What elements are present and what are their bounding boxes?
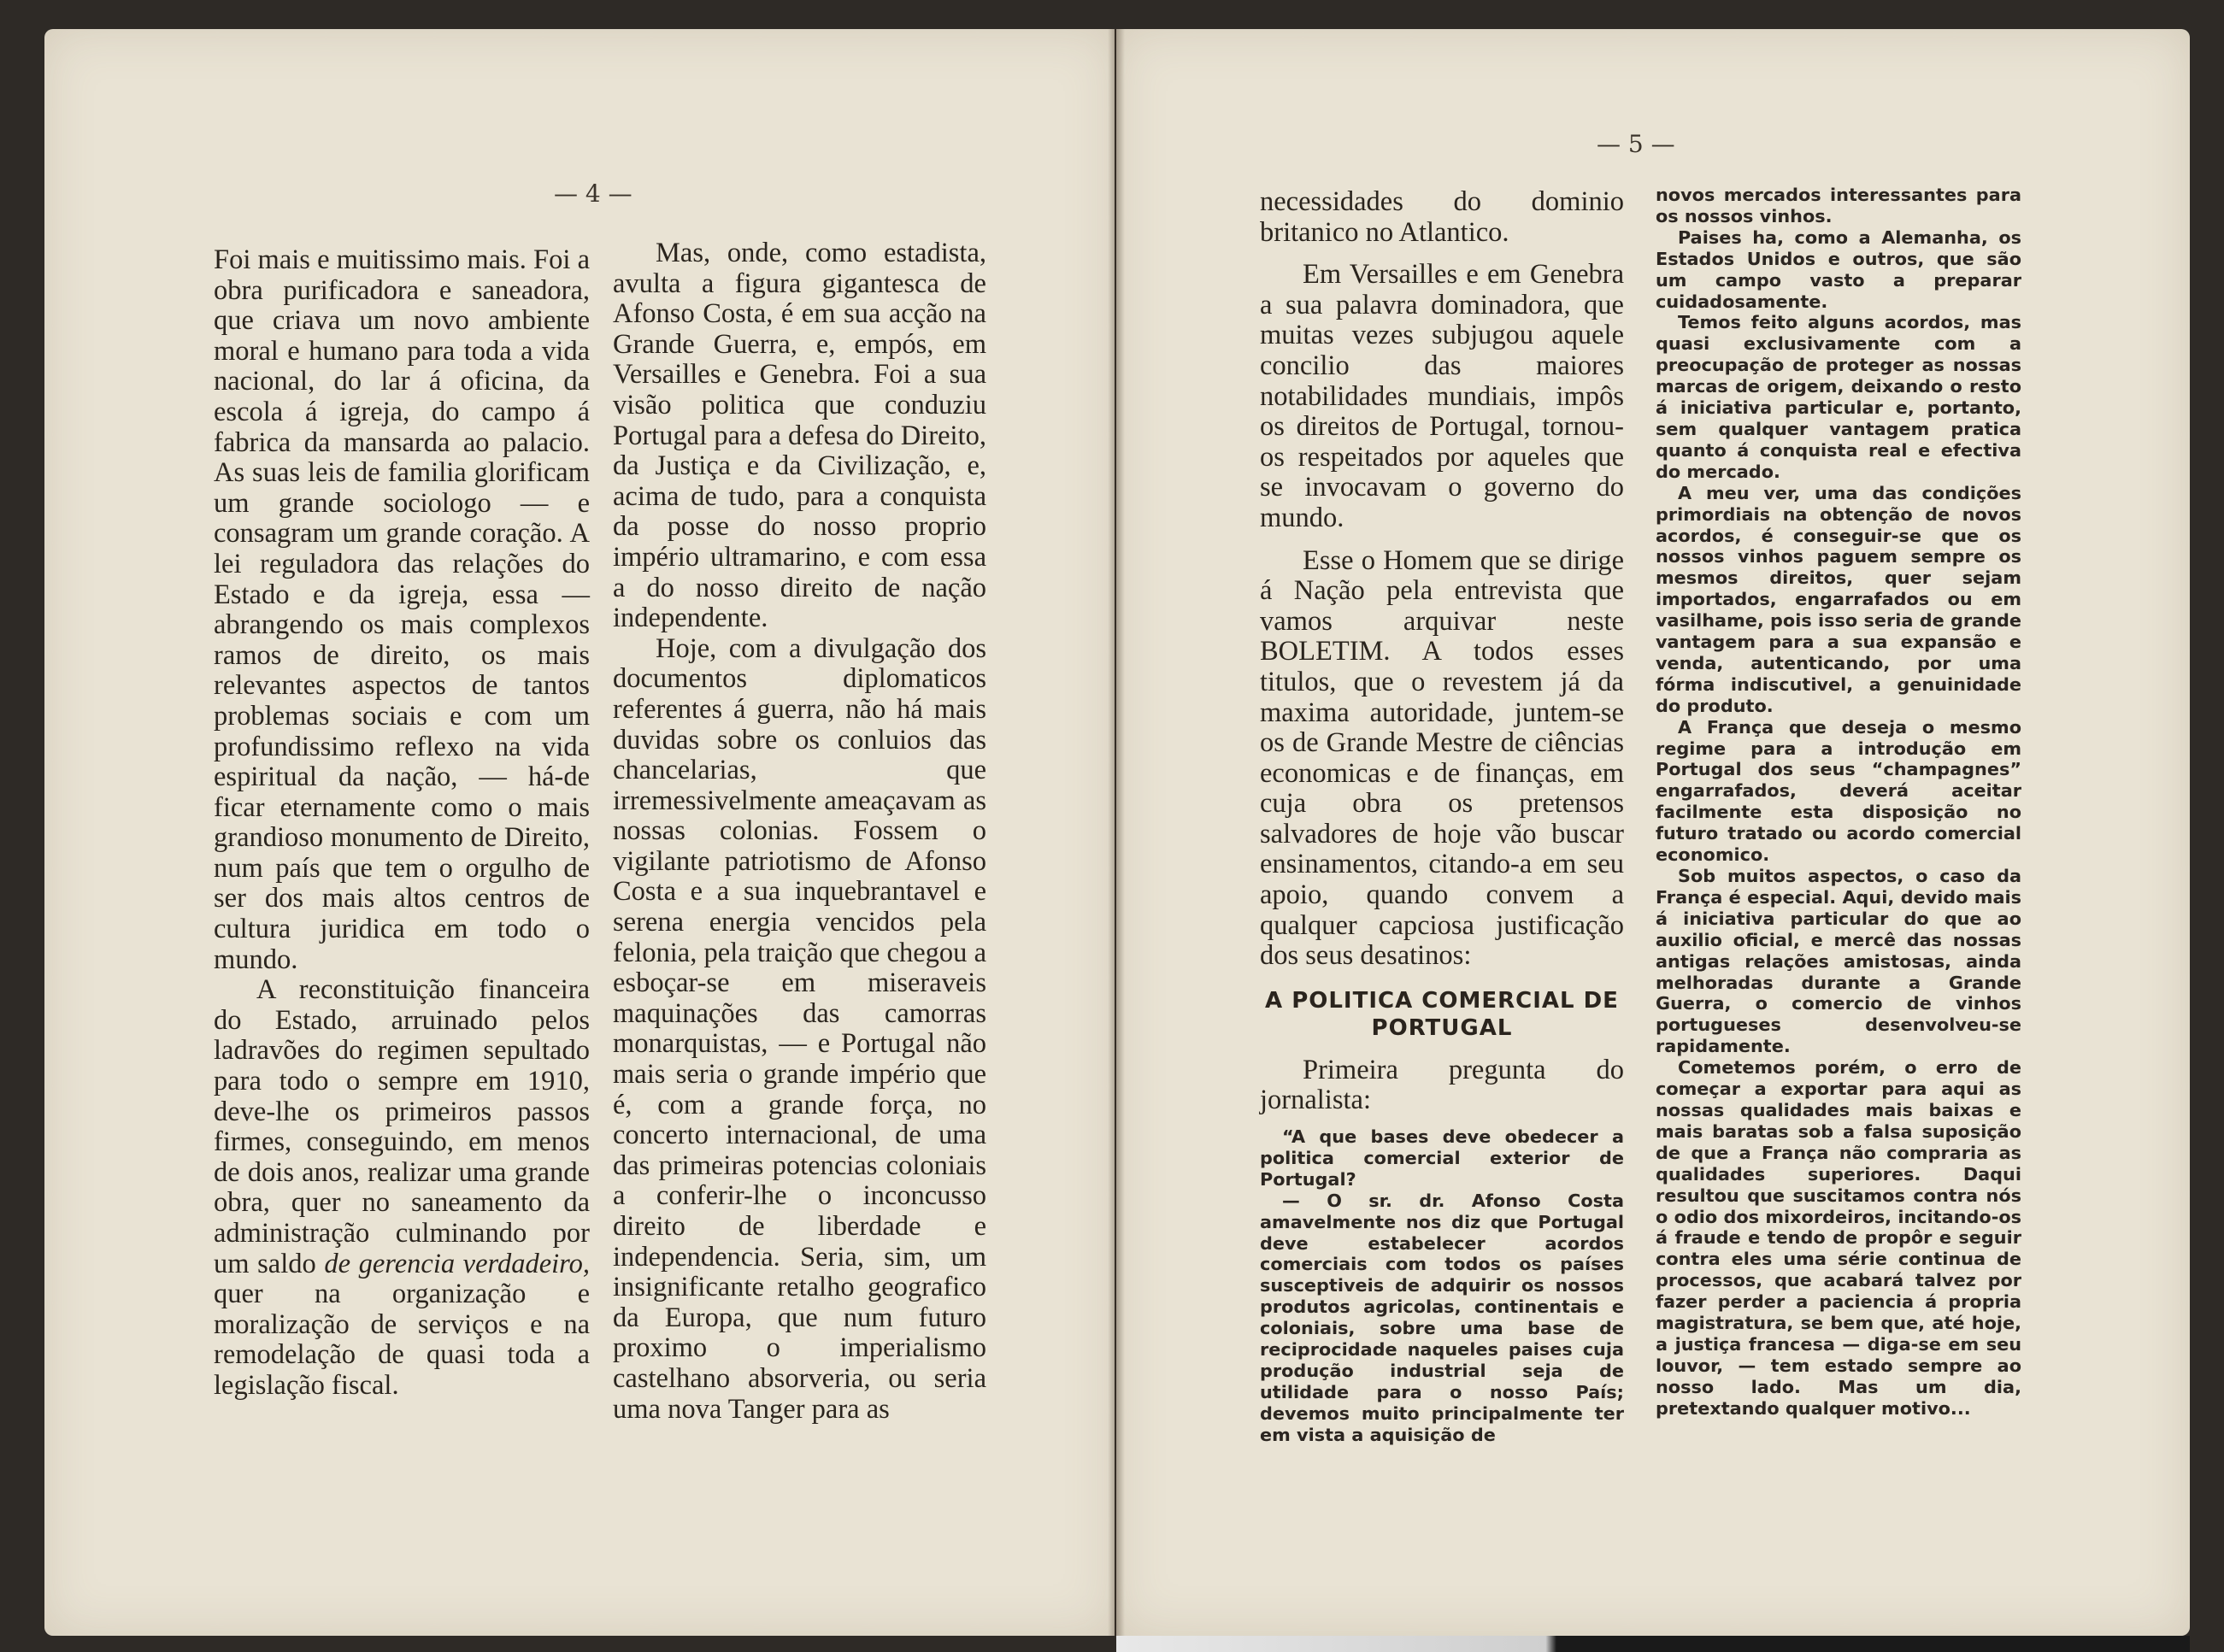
paragraph: Paises ha, como a Alemanha, os Estados Unidos e outros, que são um campo vasto a preparar cuidadosamente. bbox=[1656, 226, 2021, 312]
paragraph: Foi mais e muitissimo mais. Foi a obra purificadora e saneadora, que criava um novo ambiente moral e humano para toda a vida nacional, do lar á oficina, da escola á igreja, do campo á fabrica da mansarda ao palacio. As suas leis de familia glorificam um grande sociologo — e consagram um grande coração. A lei reguladora das relações do Estado e da igreja, essa — abrangendo os mais complexos ramos de direito, os mais relevantes aspectos de tantos problemas sociais e com um profundissimo reflexo na vida espiritual da nação, — há-de ficar eternamente como o mais grandioso monumento de Direito, num país que tem o orgulho de ser dos mais altos centros de cultura juridica em todo o mundo. bbox=[214, 244, 590, 975]
paragraph: Primeira pregunta do jornalista: bbox=[1260, 1054, 1624, 1116]
page-number-right: — 5 — bbox=[1597, 130, 1675, 158]
paragraph: novos mercados interessantes para os nossos vinhos. bbox=[1656, 185, 2021, 226]
paragraph-text: A reconstituição financeira do Estado, arruinado pelos ladravões do regimen sepultado para todo o sempre em 1910, deve-lhe os primeiros passos firmes, conseguindo, em menos de dois anos, realizar uma grande obra, quer no saneamento da administração culminando por um saldo bbox=[214, 974, 590, 1279]
paragraph: necessidades do dominio britanico no Atlantico. bbox=[1260, 186, 1624, 248]
paragraph: Temos feito alguns acordos, mas quasi exclusivamente com a preocupação de proteger as nossas marcas de origem, deixando o resto á iniciativa particular e, portanto, sem qualquer vantagem pratica quanto á conquista real e efectiva do mercado. bbox=[1656, 312, 2021, 482]
book-gutter bbox=[1108, 29, 1125, 1636]
paragraph: Mas, onde, como estadista, avulta a figura gigantesca de Afonso Costa, é em sua acção na Grande Guerra, e, empós, em Versailles e Genebra. Foi a sua visão politica que conduziu Portugal para a defesa do Direito, da Justiça e da Civilização, e, acima de tudo, para a conquista da posse do nosso proprio império ultramarino, e com essa a do nosso direito de nação independente. bbox=[613, 238, 986, 634]
paragraph: Sob muitos aspectos, o caso da França é especial. Aqui, devido mais á iniciativa particular do que ao auxilio oficial, e mercê das nossas antigas relações amistosas, ainda melhoradas durante a Grande Guerra, o comercio de vinhos portugueses desenvolveu-se rapidamente. bbox=[1656, 866, 2021, 1057]
paragraph: Cometemos porém, o erro de começar a exportar para aqui as nossas qualidades mais baixas e mais baratas sob a falsa suposição de que a França não compraria as qualidades superiores. Daqui resultou que suscitamos contra nós o odio dos mixordeiros, incitando-os á fraude e tendo de propôr e seguir contra eles uma série continua de processos, que acabará talvez por fazer perder a paciencia á propria magistratura, se bem que, até hoje, a justiça francesa — diga-se em seu louvor, — tem estado sempre ao nosso lado. Mas um dia, pretextando qualquer motivo... bbox=[1656, 1057, 2021, 1419]
right-column-1 bbox=[1260, 187, 1624, 1446]
color-scale-strip bbox=[1116, 1636, 2190, 1652]
paragraph: Esse o Homem que se dirige á Nação pela entrevista que vamos arquivar neste BOLETIM. A todos esses titulos, que o revestem já da maxima autoridade, juntem-se os de Grande Mestre de ciências economicas e de finanças, em cuja obra os pretensos salvadores de hoje vão buscar ensinamentos, citando-a em seu apoio, quando convem a qualquer capciosa justificação dos seus desatinos: bbox=[1260, 544, 1624, 972]
paragraph: A meu ver, uma das condições primordiais na obtenção de novos acordos, é conseguir-se que os nossos vinhos paguem sempre os mesmos direitos, quer sejam importados, engarrafados ou em vasilhame, pois isso seria de grande vantagem para a sua expansão e venda, autenticando, por uma fórma indiscutivel, a genuinidade do produto. bbox=[1656, 482, 2021, 716]
paragraph bbox=[214, 975, 590, 1401]
left-column-1 bbox=[214, 245, 590, 1402]
section-heading: A POLITICA COMERCIAL DE PORTUGAL bbox=[1265, 987, 1619, 1041]
paragraph: Em Versailles e em Genebra a sua palavra dominadora, que muitas vezes subjugou aquele concilio das maiores notabilidades mundiais, impôs os direitos de Portugal, tornou-os respeitados por aqueles que se invocavam o governo do mundo. bbox=[1260, 259, 1624, 533]
left-column-2 bbox=[613, 238, 986, 1425]
page-number-left: — 4 — bbox=[554, 179, 632, 208]
interview-block bbox=[1260, 1126, 1624, 1446]
paragraph: A França que deseja o mesmo regime para a introdução em Portugal dos seus “champagnes” engarrafados, deverá aceitar facilmente esta disposição no futuro tratado ou acordo comercial economico. bbox=[1656, 716, 2021, 866]
paragraph-text: quer na organização e moralização de serviços e na remodelação de quasi toda a legislação fiscal. bbox=[214, 1279, 590, 1401]
italic-phrase: de gerencia verdadeiro, bbox=[324, 1248, 590, 1279]
right-column-2 bbox=[1656, 185, 2021, 1420]
paragraph: Hoje, com a divulgação dos documentos diplomaticos referentes á guerra, não há mais duvidas sobre os conluios das chancelarias, que irremessivelmente ameaçavam as nossas colonias. Fossem o vigilante patriotismo de Afonso Costa e a sua inquebrantavel e serena energia vencidos pela felonia, pela traição que chegou a esboçar-se em miseraveis maquinações das camorras monarquistas, — e Portugal não mais seria o grande império que é, com a grande força, no concerto internacional, de uma das primeiras potencias coloniais a conferir-lhe o inconcusso direito de liberdade e independencia. Seria, sim, um insignificante retalho geografico da Europa, que num futuro proximo o imperialismo castelhano absorveria, ou seria uma nova Tanger para as bbox=[613, 632, 986, 1425]
interview-question: “A que bases deve obedecer a politica comercial exterior de Portugal? bbox=[1260, 1126, 1624, 1190]
interview-answer: — O sr. dr. Afonso Costa amavelmente nos diz que Portugal deve estabelecer acordos comerciais com todos os países susceptiveis de adquirir os nossos produtos agricolas, continentais e coloniais, sobre uma base de reciprocidade naqueles paises cuja produção industrial seja de utilidade para o nosso País; devemos muito principalmente ter em vista a aquisição de bbox=[1260, 1190, 1624, 1445]
